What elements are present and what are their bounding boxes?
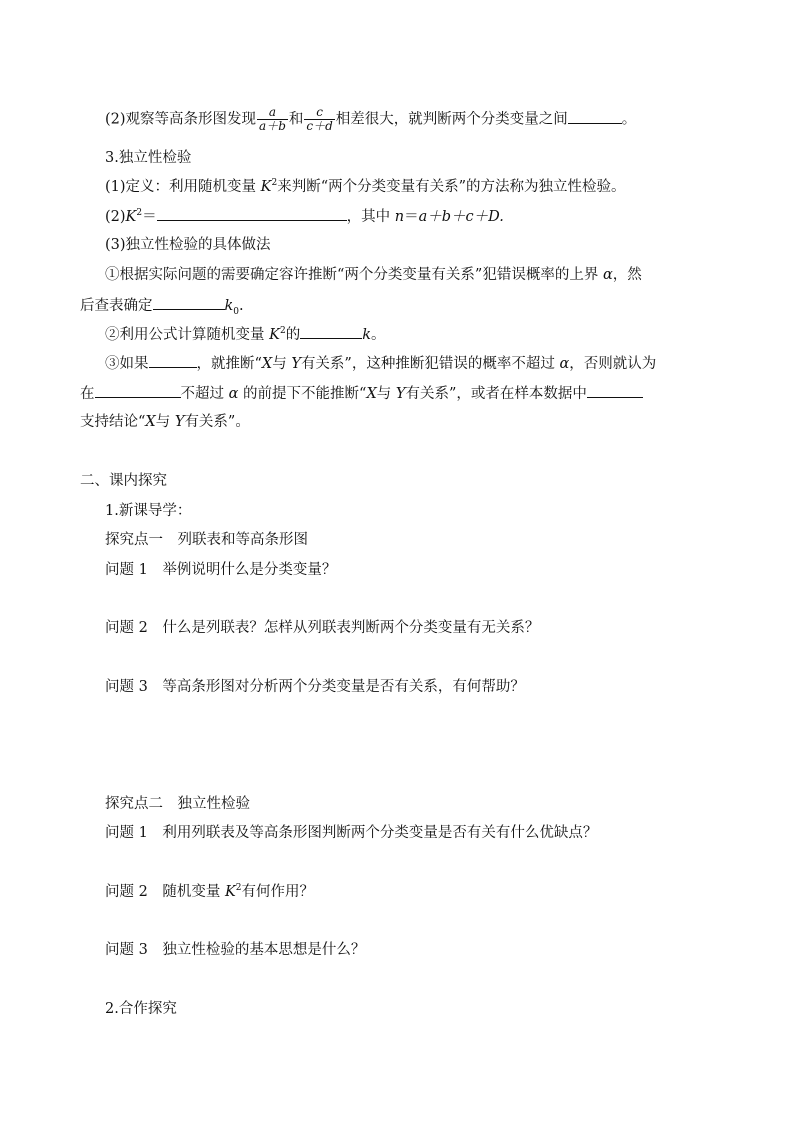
text: 有何作用？ [241, 884, 315, 900]
line-definition [105, 177, 626, 197]
text: . [239, 298, 244, 314]
var-k: k [362, 327, 371, 343]
text: (2)观察等高条形图发现 [105, 111, 257, 128]
text: ③如果 [105, 356, 149, 372]
var-k: K [260, 179, 272, 195]
subheading-cooperative-inquiry: 2.合作探究 [105, 1001, 177, 1017]
text: 。 [621, 111, 637, 128]
frac-den: a＋b [259, 119, 286, 133]
text: 来判断“两个分类变量有关系”的方法称为独立性检验。 [277, 179, 626, 195]
var-k: k [224, 298, 234, 314]
text: ，其中 [346, 209, 395, 225]
frac-num: c [316, 105, 323, 119]
text: (2) [105, 209, 126, 225]
line-formula [105, 206, 504, 227]
section-heading-in-class: 二、课内探究 [80, 473, 167, 489]
sup: 2 [136, 208, 143, 219]
text: ，然 [612, 267, 642, 283]
fill-blank[interactable] [300, 324, 362, 339]
line-step3-cont [80, 383, 643, 404]
var-alpha: α [228, 386, 239, 402]
text: 有关系”，或者在样本数据中 [405, 386, 587, 402]
text: (1)定义：利用随机变量 [105, 179, 261, 195]
text: 有关系”。 [184, 414, 250, 430]
line-step1-cont [80, 295, 244, 316]
var-k: K [125, 209, 137, 225]
frac-den: c＋d [306, 119, 333, 133]
topic-1-title: 探究点一 列联表和等高条形图 [105, 532, 308, 548]
text: ＝ [404, 209, 419, 225]
fill-blank[interactable] [153, 295, 225, 310]
var-n: n [394, 209, 405, 225]
topic-1-question-3: 问题 3 等高条形图对分析两个分类变量是否有关系，有何帮助？ [105, 679, 525, 695]
text: 与 [272, 356, 292, 372]
var-alpha: α [602, 267, 613, 283]
sup: 2 [235, 883, 242, 894]
var-y: Y [291, 356, 301, 372]
line-step3 [105, 353, 656, 374]
expr: a＋b＋c＋D. [418, 209, 504, 225]
text: 不超过 [180, 386, 229, 402]
var-y: Y [395, 386, 406, 402]
fill-blank[interactable] [157, 206, 347, 221]
var-x: X [261, 356, 273, 372]
var-x: X [145, 414, 156, 430]
text: ①根据实际问题的需要确定容许推断“两个分类变量有关系”犯错误概率的上界 [105, 267, 603, 283]
var-k: K [269, 327, 280, 343]
topic-2-question-3: 问题 3 独立性检验的基本思想是什么？ [105, 942, 366, 958]
var-alpha: α [559, 356, 570, 372]
topic-1-question-2: 问题 2 什么是列联表？怎样从列联表判断两个分类变量有无关系？ [105, 620, 540, 636]
line-step3-end [80, 412, 250, 432]
text: 有关系”，这种推断犯错误的概率不超过 [300, 356, 560, 372]
topic-2-question-1: 问题 1 利用列联表及等高条形图判断两个分类变量是否有关有什么优缺点？ [105, 825, 598, 841]
text: ，就推断“ [196, 356, 262, 372]
topic-2-title: 探究点二 独立性检验 [105, 796, 250, 812]
sup: 2 [279, 326, 286, 337]
var-y: Y [174, 414, 185, 430]
text: ②利用公式计算随机变量 [105, 327, 270, 343]
text: 支持结论“ [80, 414, 146, 430]
sup: 2 [271, 178, 278, 189]
var-k: K [224, 884, 236, 900]
text: 。 [370, 327, 386, 343]
fraction-a-over-a-plus-b [257, 106, 288, 133]
text: 与 [376, 386, 396, 402]
topic-1-question-1: 问题 1 举例说明什么是分类变量？ [105, 562, 337, 578]
line-observation [105, 106, 636, 133]
fraction-c-over-c-plus-d [304, 106, 334, 133]
subheading-new-lesson: 1.新课导学： [105, 503, 192, 519]
fill-blank[interactable] [95, 383, 181, 398]
text: 和 [288, 111, 304, 128]
line-step1 [105, 265, 642, 285]
section-title-independence-test: 3.独立性检验 [105, 150, 192, 166]
topic-2-question-2 [105, 882, 314, 902]
text: 的 [285, 327, 301, 343]
text: 在 [80, 386, 95, 402]
text: 相差很大，就判断两个分类变量之间 [335, 111, 568, 128]
text: 后查表确定 [80, 298, 153, 314]
text: ＝ [142, 209, 157, 225]
sub: 0 [233, 306, 240, 317]
fill-blank[interactable] [587, 383, 643, 398]
line-procedure-title: (3)独立性检验的具体做法 [105, 237, 271, 253]
text: 与 [155, 414, 175, 430]
line-step2 [105, 324, 385, 345]
fill-blank[interactable] [149, 353, 197, 368]
fill-blank[interactable] [568, 109, 622, 124]
text: 的前提下不能推断“ [238, 386, 367, 402]
text: 问题 2 随机变量 [105, 884, 225, 900]
frac-num: a [268, 105, 277, 119]
text: ，否则就认为 [569, 356, 657, 372]
var-x: X [366, 386, 377, 402]
